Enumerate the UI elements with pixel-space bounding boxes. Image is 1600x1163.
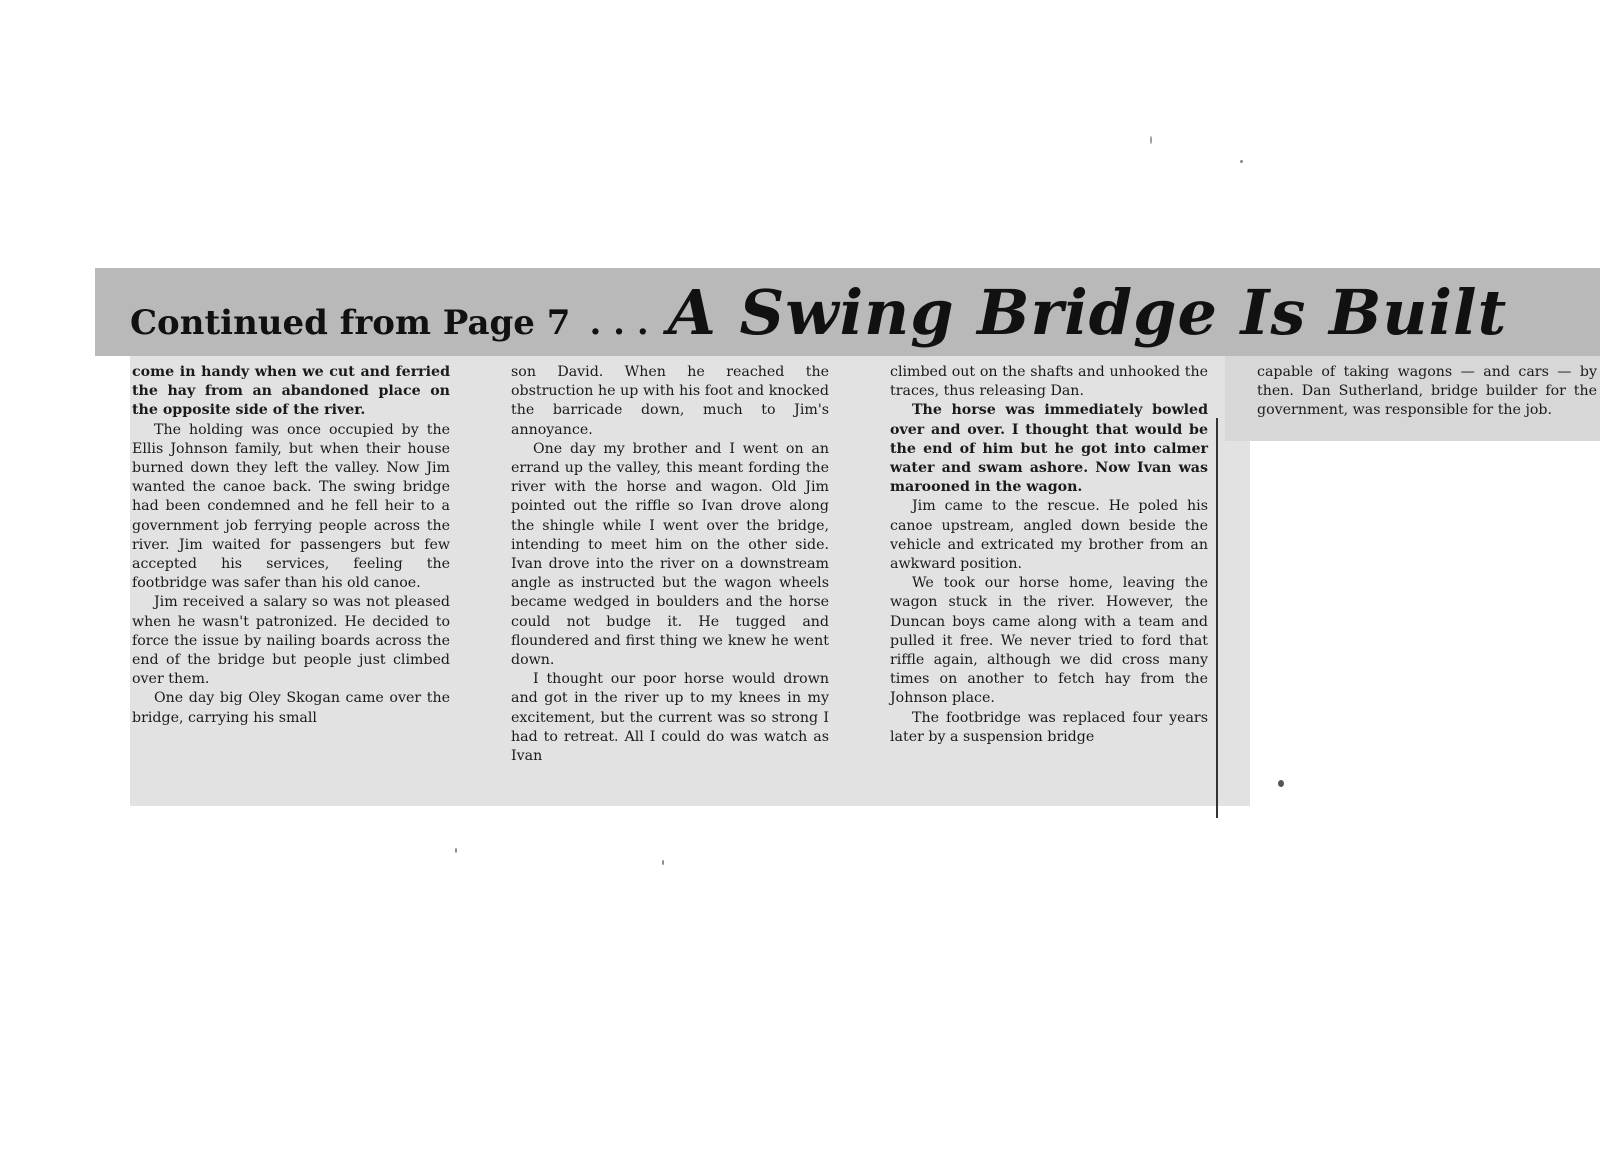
article-paragraph: I thought our poor horse would drown and got in the river up to my knees in my excitement, but the current was so strong I had to retreat. All I could do was watch as Ivan bbox=[511, 671, 829, 765]
article-paragraph: The footbridge was replaced four years later by a suspension bridge bbox=[890, 709, 1208, 745]
article-column-2 bbox=[511, 363, 829, 766]
paper-speck bbox=[1240, 160, 1243, 163]
headline-ellipsis: . . . bbox=[589, 303, 649, 343]
headline bbox=[130, 276, 1507, 349]
newspaper-clipping bbox=[95, 268, 1600, 848]
headline-title: A Swing Bridge Is Built bbox=[667, 276, 1508, 349]
article-paragraph: One day big Oley Skogan came over the bridge, carrying his small bbox=[132, 690, 450, 726]
article-paragraph: Jim came to the rescue. He poled his canoe upstream, angled down beside the vehicle and extricated my brother from an awkward position. bbox=[890, 498, 1208, 573]
article-paragraph: come in handy when we cut and ferried the hay from an abandoned place on the opposite side of the river. bbox=[132, 364, 450, 419]
article-paragraph: We took our horse home, leaving the wagon stuck in the river. However, the Duncan boys came along with a team and pulled it free. We never tried to ford that riffle again, although we did cross many times on another to fetch hay from the Johnson place. bbox=[890, 575, 1208, 707]
article-column-3 bbox=[890, 363, 1208, 747]
article-paragraph: climbed out on the shafts and unhooked the traces, thus releasing Dan. bbox=[890, 364, 1208, 400]
article-paragraph: capable of taking wagons — and cars — by then. Dan Sutherland, bridge builder for the government, was responsible for the job. bbox=[1257, 364, 1597, 419]
headline-prefix: Continued from Page 7 bbox=[130, 303, 571, 343]
article-column-1 bbox=[132, 363, 450, 728]
paper-speck bbox=[1150, 136, 1152, 144]
paper-speck bbox=[662, 860, 664, 865]
paper-speck bbox=[1278, 780, 1284, 787]
paper-speck bbox=[455, 848, 457, 853]
article-paragraph: The holding was once occupied by the Ellis Johnson family, but when their house burned down they left the valley. Now Jim wanted the canoe back. The swing bridge had been condemned and he fell heir to a government job ferrying people across the river. Jim waited for passengers but few accepted his services, feeling the footbridge was safer than his old canoe. bbox=[132, 421, 450, 592]
article-paragraph: One day my brother and I went on an errand up the valley, this meant fording the river with the horse and wagon. Old Jim pointed out the riffle so Ivan drove along the shingle while I went over the bridge, intending to meet him on the other side. Ivan drove into the river on a downstream angle as instructed but the wagon wheels became wedged in boulders and the horse could not budge it. He tugged and floundered and first thing we knew he went down. bbox=[511, 440, 829, 669]
article-column-4 bbox=[1257, 363, 1597, 421]
column-rule bbox=[1216, 418, 1218, 818]
article-paragraph: The horse was immediately bowled over and over. I thought that would be the end of him but he got into calmer water and swam ashore. Now Ivan was marooned in the wagon. bbox=[890, 402, 1208, 496]
article-paragraph: son David. When he reached the obstruction he up with his foot and knocked the barricade down, much to Jim's annoyance. bbox=[511, 364, 829, 438]
article-paragraph: Jim received a salary so was not pleased when he wasn't patronized. He decided to force the issue by nailing boards across the end of the bridge but people just climbed over them. bbox=[132, 594, 450, 688]
